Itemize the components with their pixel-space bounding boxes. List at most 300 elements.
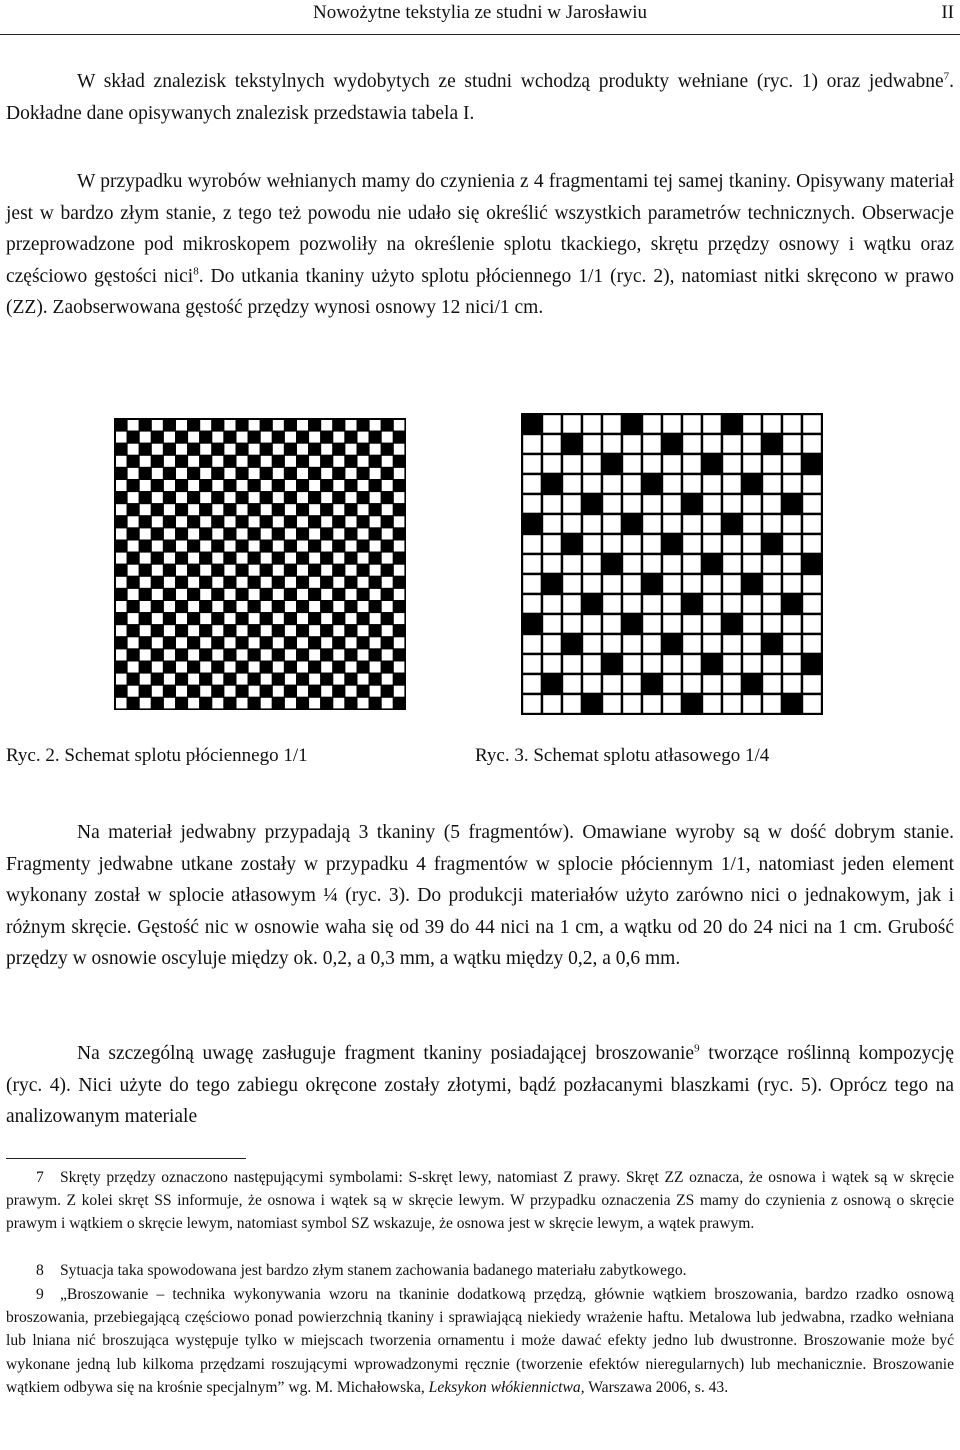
weave-cell-raised <box>236 516 248 528</box>
weave-cell-raised <box>212 637 224 649</box>
weave-cell-lowered <box>722 634 742 654</box>
weave-cell-raised <box>139 516 151 528</box>
weave-cell-lowered <box>297 419 309 431</box>
weave-cell-lowered <box>139 576 151 588</box>
weave-cell-raised <box>393 431 405 443</box>
weave-cell-raised <box>248 576 260 588</box>
weave-cell-raised <box>115 564 127 576</box>
weave-cell-lowered <box>188 455 200 467</box>
weave-cell-lowered <box>248 637 260 649</box>
weave-cell-lowered <box>357 625 369 637</box>
weave-cell-raised <box>742 574 762 594</box>
weave-cell-raised <box>802 554 822 574</box>
weave-cell-raised <box>139 588 151 600</box>
weave-cell-lowered <box>662 614 682 634</box>
weave-cell-lowered <box>702 434 722 454</box>
weave-cell-lowered <box>369 564 381 576</box>
paragraph-4 <box>6 1038 954 1133</box>
weave-cell-lowered <box>542 534 562 554</box>
weave-cell-raised <box>139 467 151 479</box>
weave-cell-raised <box>393 480 405 492</box>
weave-cell-lowered <box>762 654 782 674</box>
weave-cell-lowered <box>722 454 742 474</box>
weave-cell-raised <box>381 516 393 528</box>
weave-cell-lowered <box>321 564 333 576</box>
weave-cell-raised <box>139 613 151 625</box>
weave-cell-lowered <box>212 601 224 613</box>
weave-cell-raised <box>212 443 224 455</box>
weave-cell-lowered <box>188 504 200 516</box>
weave-cell-raised <box>163 685 175 697</box>
footnote-8-text: Sytuacja taka spowodowana jest bardzo złym stanem zachowania badanego materiału zabytkowego. <box>60 1262 687 1279</box>
weave-cell-lowered <box>284 697 296 709</box>
weave-cell-lowered <box>115 504 127 516</box>
weave-cell-raised <box>115 492 127 504</box>
weave-cell-lowered <box>284 455 296 467</box>
weave-cell-lowered <box>369 637 381 649</box>
weave-cell-raised <box>284 564 296 576</box>
weave-cell-lowered <box>782 614 802 634</box>
weave-cell-raised <box>272 528 284 540</box>
weave-cell-lowered <box>309 601 321 613</box>
weave-cell-raised <box>139 443 151 455</box>
weave-cell-raised <box>602 654 622 674</box>
weave-cell-lowered <box>762 674 782 694</box>
weave-cell-lowered <box>622 554 642 574</box>
weave-cell-lowered <box>151 516 163 528</box>
weave-cell-lowered <box>139 697 151 709</box>
weave-cell-lowered <box>176 467 188 479</box>
weave-cell-lowered <box>562 454 582 474</box>
weave-cell-raised <box>345 455 357 467</box>
weave-cell-lowered <box>542 454 562 474</box>
weave-cell-lowered <box>393 564 405 576</box>
weave-cell-lowered <box>176 685 188 697</box>
weave-cell-raised <box>236 588 248 600</box>
weave-cell-lowered <box>260 552 272 564</box>
weave-cell-lowered <box>357 480 369 492</box>
weave-cell-raised <box>333 540 345 552</box>
weave-cell-lowered <box>345 588 357 600</box>
footnote-9-number: 9 <box>36 1286 44 1303</box>
weave-cell-lowered <box>260 673 272 685</box>
weave-cell-raised <box>260 637 272 649</box>
weave-cell-lowered <box>321 661 333 673</box>
weave-cell-raised <box>297 528 309 540</box>
weave-cell-raised <box>357 637 369 649</box>
weave-cell-raised <box>272 552 284 564</box>
weave-cell-raised <box>662 634 682 654</box>
weave-cell-lowered <box>762 574 782 594</box>
weave-cell-raised <box>200 480 212 492</box>
weave-cell-lowered <box>163 601 175 613</box>
weave-cell-raised <box>722 614 742 634</box>
weave-cell-lowered <box>127 661 139 673</box>
weave-cell-lowered <box>357 601 369 613</box>
weave-cell-raised <box>176 455 188 467</box>
weave-cell-raised <box>321 576 333 588</box>
weave-cell-lowered <box>562 594 582 614</box>
weave-cell-lowered <box>321 613 333 625</box>
footnote-9-text: „Broszowanie – technika wykonywania wzoru na tkaninie dodatkową przędzą, głównie wątkiem broszowania, bardzo rzadko osnową broszowania, przebiegającą częściowo ponad powierzchnią tkaniny i sprawiającą niekiedy wrażenie haftu. Metalowa lub jedwabna, rzadko wełniana lub lniana nić broszująca występuje tylko w miejscach tworzenia ornamentu i może dawać efekty jedno lub dwustronne. Broszowanie może być wykonane jedną lub kilkoma przędzami roszującymi wprowadzonymi ręcznie (tworzenie efektów nieregularnych) lub mechanicznie. Broszowanie wątkiem odbywa się na krośnie specjalnym” wg. M. Michałowska, <box>6 1286 954 1396</box>
weave-cell-lowered <box>260 625 272 637</box>
weave-cell-raised <box>297 673 309 685</box>
running-title: Nowożytne tekstylia ze studni w Jarosławiu <box>312 2 647 23</box>
weave-cell-lowered <box>702 474 722 494</box>
weave-cell-raised <box>345 504 357 516</box>
weave-cell-lowered <box>127 564 139 576</box>
weave-cell-raised <box>309 588 321 600</box>
weave-cell-raised <box>333 637 345 649</box>
weave-cell-lowered <box>662 674 682 694</box>
weave-cell-lowered <box>139 552 151 564</box>
weave-cell-lowered <box>782 674 802 694</box>
weave-cell-lowered <box>642 494 662 514</box>
paragraph-3-text: Na materiał jedwabny przypadają 3 tkaniny (5 fragmentów). Omawiane wyroby są w dość dobrym stanie. Fragmenty jedwabne utkane zostały w przypadku 4 fragmentów w splocie płóciennym 1/1, natomiast jeden element wykonany został w splocie atłasowym ¼ (ryc. 3). Do produkcji materiałów użyto zarówno nici o jednakowym, jak i różnym skręcie. Gęstość nic w osnowie waha się od 39 do 44 nici na 1 cm, a wątku od 20 do 24 nici na 1 cm. Grubość przędzy w osnowie oscyluje między ok. 0,2, a 0,3 mm, a wątku między 0,2, a 0,6 mm. <box>6 822 954 969</box>
weave-cell-lowered <box>284 601 296 613</box>
weave-cell-lowered <box>642 594 662 614</box>
weave-cell-raised <box>702 654 722 674</box>
weave-cell-lowered <box>115 455 127 467</box>
weave-cell-raised <box>284 613 296 625</box>
weave-cell-raised <box>212 685 224 697</box>
weave-cell-raised <box>369 552 381 564</box>
footnote-ref-9[interactable]: 9 <box>694 1042 700 1055</box>
weave-cell-lowered <box>381 552 393 564</box>
weave-cell-lowered <box>642 434 662 454</box>
weave-cell-lowered <box>163 504 175 516</box>
weave-cell-lowered <box>381 649 393 661</box>
weave-cell-raised <box>139 661 151 673</box>
weave-cell-lowered <box>224 588 236 600</box>
weave-cell-lowered <box>762 554 782 574</box>
weave-cell-lowered <box>602 534 622 554</box>
weave-cell-lowered <box>682 474 702 494</box>
weave-cell-raised <box>345 528 357 540</box>
weave-cell-raised <box>321 552 333 564</box>
weave-cell-lowered <box>802 514 822 534</box>
weave-cell-raised <box>212 613 224 625</box>
weave-cell-lowered <box>662 414 682 434</box>
weave-cell-lowered <box>393 492 405 504</box>
weave-cell-raised <box>260 661 272 673</box>
weave-cell-lowered <box>188 480 200 492</box>
weave-cell-lowered <box>562 474 582 494</box>
weave-cell-raised <box>333 492 345 504</box>
weave-cell-raised <box>284 443 296 455</box>
weave-cell-lowered <box>321 637 333 649</box>
weave-cell-raised <box>176 576 188 588</box>
weave-cell-lowered <box>642 634 662 654</box>
weave-cell-raised <box>542 674 562 694</box>
weave-cell-lowered <box>345 492 357 504</box>
weave-cell-lowered <box>562 694 582 714</box>
weave-cell-raised <box>369 504 381 516</box>
paragraph-2-text-after: . Do utkania tkaniny użyto splotu płóciennego 1/1 (ryc. 2), natomiast nitki skręcono w prawo (ZZ). Zaobserwowana gęstość przędzy wynosi osnowy 12 nici/1 cm. <box>6 265 954 318</box>
weave-cell-lowered <box>212 431 224 443</box>
weave-cell-raised <box>582 594 602 614</box>
weave-cell-raised <box>357 588 369 600</box>
weave-cell-raised <box>381 467 393 479</box>
weave-cell-lowered <box>522 634 542 654</box>
weave-cell-lowered <box>115 697 127 709</box>
weave-cell-raised <box>381 419 393 431</box>
weave-cell-raised <box>188 443 200 455</box>
weave-cell-lowered <box>236 576 248 588</box>
weave-cell-lowered <box>309 649 321 661</box>
weave-cell-raised <box>297 455 309 467</box>
weave-cell-lowered <box>582 454 602 474</box>
weave-cell-lowered <box>357 431 369 443</box>
weave-cell-raised <box>236 492 248 504</box>
weave-cell-lowered <box>115 673 127 685</box>
weave-cell-raised <box>272 455 284 467</box>
weave-cell-raised <box>200 431 212 443</box>
weave-cell-lowered <box>622 634 642 654</box>
weave-cell-lowered <box>224 516 236 528</box>
weave-cell-lowered <box>163 431 175 443</box>
weave-cell-lowered <box>248 467 260 479</box>
weave-cell-raised <box>272 480 284 492</box>
weave-cell-lowered <box>762 694 782 714</box>
weave-cell-lowered <box>602 514 622 534</box>
weave-cell-lowered <box>393 588 405 600</box>
weave-cell-lowered <box>127 443 139 455</box>
weave-cell-raised <box>381 588 393 600</box>
weave-cell-raised <box>188 685 200 697</box>
weave-cell-raised <box>542 474 562 494</box>
weave-cell-lowered <box>742 534 762 554</box>
weave-cell-lowered <box>802 494 822 514</box>
weave-cell-lowered <box>151 564 163 576</box>
weave-cell-lowered <box>224 661 236 673</box>
weave-cell-lowered <box>582 554 602 574</box>
weave-cell-raised <box>176 480 188 492</box>
paragraph-1 <box>6 66 954 129</box>
weave-cell-raised <box>722 514 742 534</box>
weave-cell-raised <box>163 419 175 431</box>
weave-cell-raised <box>212 564 224 576</box>
weave-cell-raised <box>762 634 782 654</box>
weave-cell-lowered <box>115 528 127 540</box>
weave-cell-raised <box>284 492 296 504</box>
weave-cell-raised <box>622 514 642 534</box>
figure-2 <box>114 418 406 710</box>
weave-cell-raised <box>115 637 127 649</box>
weave-cell-lowered <box>284 431 296 443</box>
weave-cell-lowered <box>369 467 381 479</box>
weave-cell-lowered <box>272 419 284 431</box>
weave-cell-raised <box>127 697 139 709</box>
weave-cell-lowered <box>200 661 212 673</box>
weave-cell-lowered <box>176 516 188 528</box>
weave-cell-lowered <box>115 649 127 661</box>
weave-cell-lowered <box>139 649 151 661</box>
weave-cell-raised <box>115 685 127 697</box>
weave-cell-lowered <box>722 594 742 614</box>
weave-cell-lowered <box>188 601 200 613</box>
weave-cell-lowered <box>176 492 188 504</box>
weave-cell-lowered <box>321 540 333 552</box>
weave-cell-lowered <box>345 661 357 673</box>
weave-cell-raised <box>151 480 163 492</box>
weave-cell-raised <box>272 601 284 613</box>
weave-cell-lowered <box>151 419 163 431</box>
weave-cell-lowered <box>272 516 284 528</box>
weave-cell-lowered <box>522 594 542 614</box>
weave-cell-lowered <box>722 494 742 514</box>
footnote-ref-8[interactable]: 8 <box>193 265 199 277</box>
weave-cell-lowered <box>802 594 822 614</box>
weave-cell-lowered <box>622 654 642 674</box>
weave-cell-lowered <box>702 634 722 654</box>
weave-cell-raised <box>357 516 369 528</box>
weave-cell-lowered <box>722 434 742 454</box>
weave-cell-lowered <box>369 443 381 455</box>
weave-cell-lowered <box>212 576 224 588</box>
weave-cell-raised <box>272 431 284 443</box>
weave-cell-raised <box>176 697 188 709</box>
weave-cell-raised <box>200 697 212 709</box>
weave-cell-raised <box>357 443 369 455</box>
weave-cell-lowered <box>802 574 822 594</box>
weave-cell-lowered <box>309 528 321 540</box>
weave-cell-lowered <box>224 564 236 576</box>
weave-cell-raised <box>602 554 622 574</box>
weave-cell-lowered <box>272 443 284 455</box>
weave-cell-lowered <box>381 431 393 443</box>
weave-cell-lowered <box>188 431 200 443</box>
weave-cell-lowered <box>722 654 742 674</box>
weave-cell-raised <box>163 588 175 600</box>
weave-cell-lowered <box>802 474 822 494</box>
weave-cell-lowered <box>212 625 224 637</box>
footnote-ref-7[interactable]: 7 <box>943 70 950 83</box>
weave-cell-lowered <box>248 661 260 673</box>
weave-cell-lowered <box>602 634 622 654</box>
weave-cell-lowered <box>762 594 782 614</box>
weave-cell-lowered <box>236 528 248 540</box>
weave-cell-raised <box>139 419 151 431</box>
weave-cell-raised <box>345 673 357 685</box>
weave-cell-lowered <box>782 534 802 554</box>
weave-cell-raised <box>333 588 345 600</box>
weave-cell-lowered <box>212 528 224 540</box>
weave-cell-lowered <box>522 694 542 714</box>
figure-2-caption: Ryc. 2. Schemat splotu płóciennego 1/1 <box>6 745 308 766</box>
weave-cell-lowered <box>742 434 762 454</box>
paragraph-4-text-after: tworzące roślinną kompozycję (ryc. 4). Nici użyte do tego zabiegu okręcone zostały złotymi, bądź pozłacanymi blaszkami (ryc. 5). Oprócz tego na analizowanym materiale <box>6 1043 954 1127</box>
weave-cell-lowered <box>381 697 393 709</box>
weave-cell-lowered <box>236 697 248 709</box>
weave-cell-lowered <box>151 443 163 455</box>
paragraph-3 <box>6 817 954 975</box>
weave-cell-lowered <box>622 474 642 494</box>
weave-cell-lowered <box>200 637 212 649</box>
weave-cell-lowered <box>284 625 296 637</box>
weave-cell-lowered <box>345 419 357 431</box>
weave-cell-lowered <box>333 649 345 661</box>
weave-cell-raised <box>333 613 345 625</box>
weave-cell-lowered <box>642 414 662 434</box>
weave-cell-lowered <box>309 431 321 443</box>
weave-cell-lowered <box>522 474 542 494</box>
weave-cell-raised <box>212 588 224 600</box>
weave-cell-raised <box>200 625 212 637</box>
weave-cell-raised <box>139 685 151 697</box>
weave-cell-raised <box>127 673 139 685</box>
weave-cell-lowered <box>622 454 642 474</box>
weave-cell-lowered <box>702 614 722 634</box>
weave-cell-lowered <box>260 504 272 516</box>
weave-cell-raised <box>309 419 321 431</box>
weave-cell-lowered <box>762 454 782 474</box>
weave-cell-lowered <box>522 654 542 674</box>
weave-cell-lowered <box>224 492 236 504</box>
weave-cell-lowered <box>127 613 139 625</box>
weave-cell-lowered <box>272 492 284 504</box>
weave-cell-lowered <box>212 480 224 492</box>
weave-cell-raised <box>284 661 296 673</box>
weave-cell-lowered <box>248 613 260 625</box>
weave-cell-lowered <box>622 434 642 454</box>
weave-cell-raised <box>248 528 260 540</box>
weave-cell-raised <box>284 588 296 600</box>
weave-cell-raised <box>151 649 163 661</box>
weave-cell-raised <box>224 504 236 516</box>
weave-cell-lowered <box>381 601 393 613</box>
weave-cell-lowered <box>345 516 357 528</box>
weave-cell-lowered <box>642 554 662 574</box>
weave-cell-lowered <box>163 697 175 709</box>
weave-cell-raised <box>248 697 260 709</box>
weave-cell-lowered <box>163 528 175 540</box>
weave-cell-lowered <box>272 588 284 600</box>
weave-cell-raised <box>297 625 309 637</box>
weave-cell-raised <box>188 588 200 600</box>
weave-cell-raised <box>321 504 333 516</box>
weave-cell-raised <box>163 661 175 673</box>
weave-cell-lowered <box>200 564 212 576</box>
weave-cell-lowered <box>139 601 151 613</box>
weave-cell-lowered <box>176 443 188 455</box>
weave-cell-lowered <box>393 419 405 431</box>
weave-cell-lowered <box>321 516 333 528</box>
weave-cell-raised <box>321 480 333 492</box>
weave-cell-raised <box>127 528 139 540</box>
weave-cell-raised <box>309 492 321 504</box>
weave-cell-raised <box>200 601 212 613</box>
weave-cell-lowered <box>284 504 296 516</box>
weave-cell-raised <box>284 685 296 697</box>
weave-cell-raised <box>345 576 357 588</box>
weave-cell-lowered <box>309 455 321 467</box>
weave-cell-lowered <box>562 674 582 694</box>
weave-cell-raised <box>212 492 224 504</box>
weave-cell-lowered <box>115 625 127 637</box>
weave-cell-raised <box>357 661 369 673</box>
weave-cell-raised <box>369 649 381 661</box>
weave-cell-raised <box>163 467 175 479</box>
weave-cell-raised <box>357 540 369 552</box>
weave-cell-lowered <box>702 694 722 714</box>
weave-cell-lowered <box>297 685 309 697</box>
paragraph-1-text: W skład znalezisk tekstylnych wydobytych ze studni wchodzą produkty wełniane (ryc. 1) oraz jedwabne <box>77 71 944 92</box>
weave-cell-lowered <box>297 564 309 576</box>
weave-cell-raised <box>248 431 260 443</box>
weave-cell-raised <box>297 576 309 588</box>
weave-cell-lowered <box>662 494 682 514</box>
